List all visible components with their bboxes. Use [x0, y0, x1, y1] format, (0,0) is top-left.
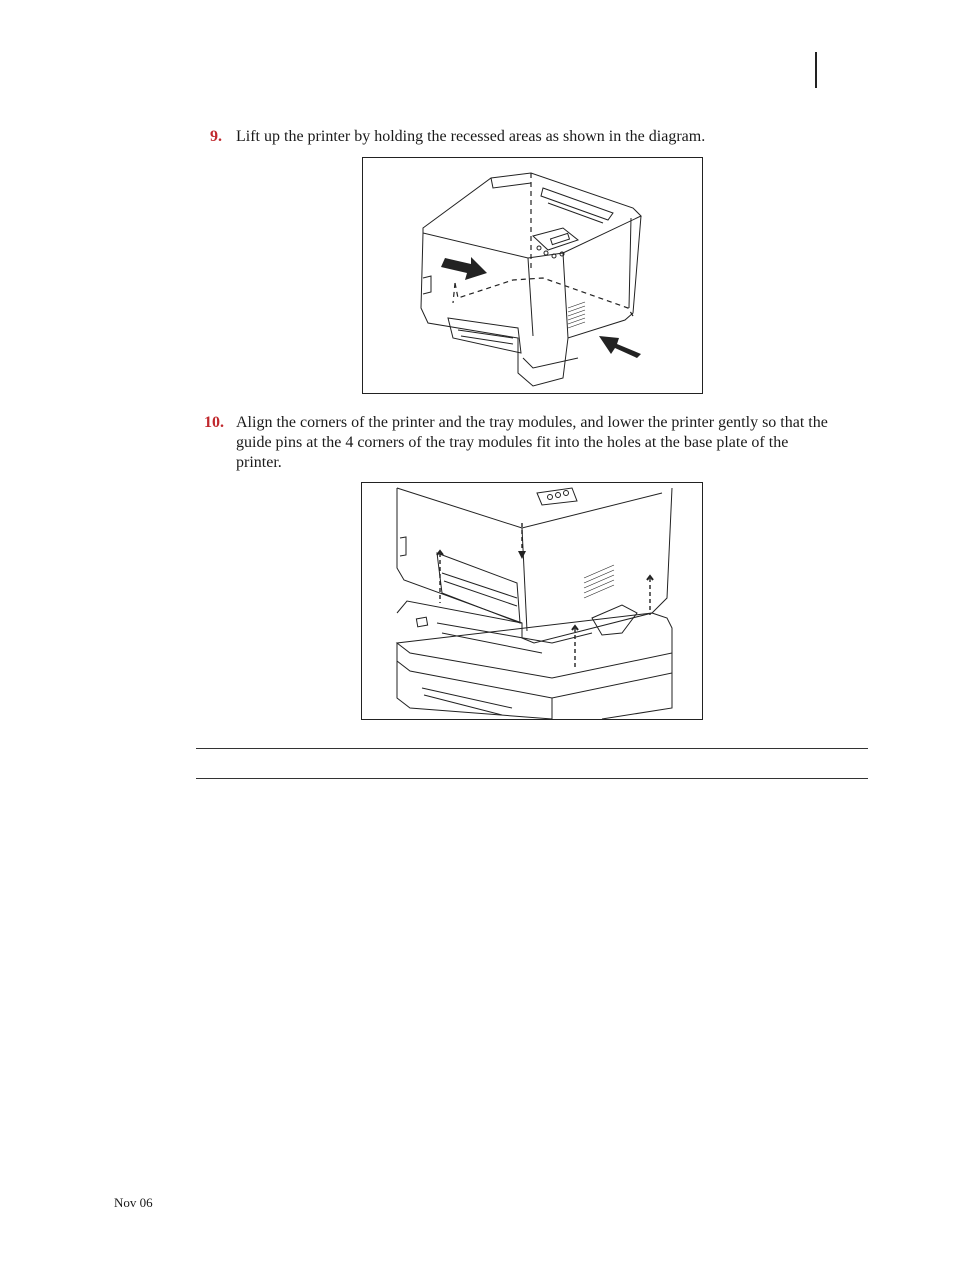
horizontal-rule-top — [196, 748, 868, 749]
printer-lift-illustration — [363, 158, 702, 393]
horizontal-rule-bottom — [196, 778, 868, 779]
step-number: 10. — [204, 414, 224, 431]
step-text-line-3: printer. — [236, 454, 282, 471]
tray-alignment-illustration — [362, 483, 702, 719]
figure-align-trays — [361, 482, 703, 720]
step-number: 9. — [210, 128, 222, 145]
step-text-line-1: Align the corners of the printer and the tray modules, and lower the printer gently so that the — [236, 414, 828, 431]
footer-date: Nov 06 — [114, 1195, 153, 1210]
step-text: Lift up the printer by holding the recessed areas as shown in the diagram. — [236, 128, 706, 145]
figure-lift-printer — [362, 157, 703, 394]
header-vertical-rule — [815, 52, 817, 88]
step-text-line-2: guide pins at the 4 corners of the tray modules fit into the holes at the base plate of the — [236, 434, 789, 451]
